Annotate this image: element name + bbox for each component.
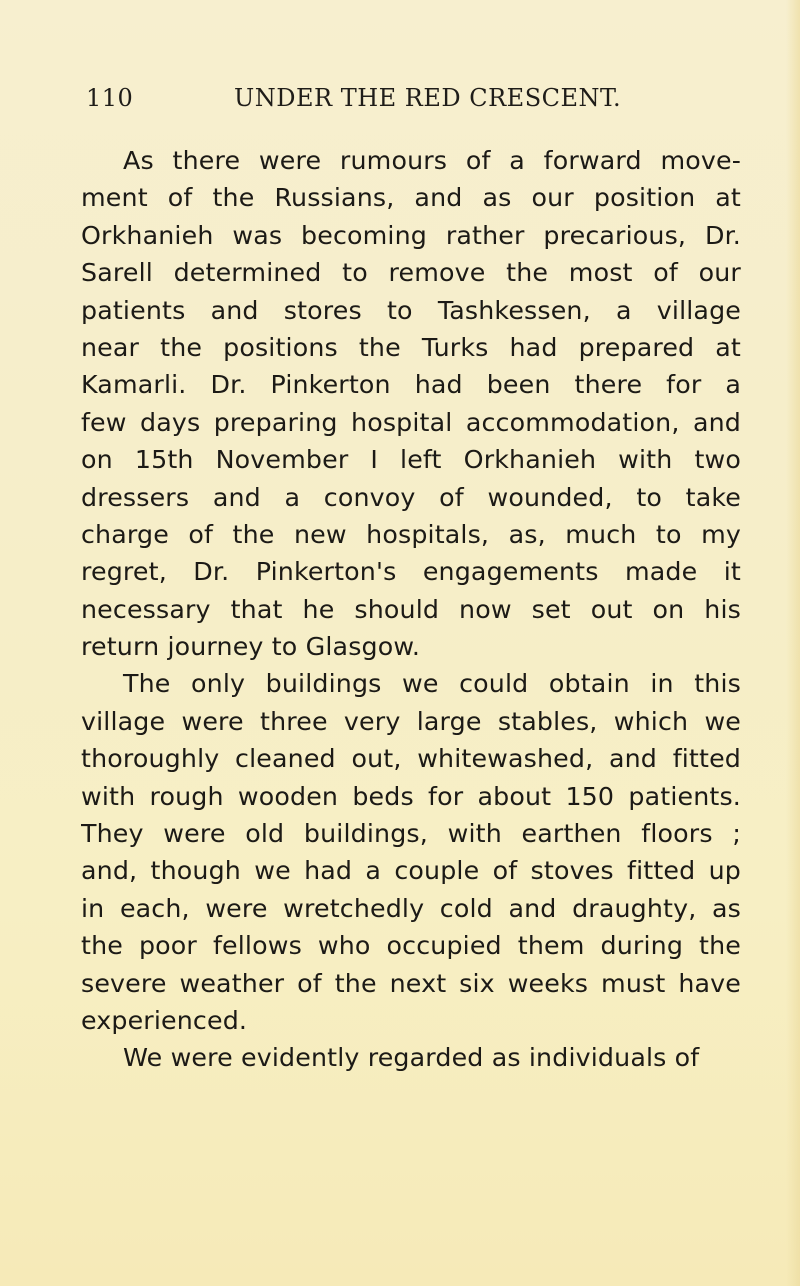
text-line: Kamarli. Dr. Pinkerton had been there for a [81, 370, 741, 400]
text-line: As there were rumours of a forward move- [123, 146, 741, 175]
running-title: UNDER THE RED CRESCENT. [234, 84, 622, 112]
text-line: charge of the new hospitals, as, much to my [81, 519, 741, 549]
text-line: The only buildings we could obtain in this [123, 669, 741, 699]
text-line: on 15th November I left Orkhanieh with two [81, 445, 741, 475]
text-line: dressers and a convoy of wounded, to take [81, 482, 741, 512]
text-line: Sarell determined to remove the most of our [81, 258, 741, 288]
text-line: They were old buildings, with earthen floors ; [81, 819, 741, 849]
text-line: near the positions the Turks had prepared at [81, 332, 741, 362]
text-line: experienced. [81, 1005, 248, 1035]
text-line: and, though we had a couple of stoves fitted up [81, 856, 741, 886]
text-line: the poor fellows who occupied them during the [81, 931, 741, 961]
text-line: with rough wooden beds for about 150 patients. [81, 781, 741, 811]
text-line: Orkhanieh was becoming rather precarious, Dr. [81, 220, 741, 250]
text-line: regret, Dr. Pinkerton's engagements made it [81, 557, 741, 587]
text-line: patients and stores to Tashkessen, a village [81, 295, 741, 325]
text-line: village were three very large stables, which we [81, 706, 741, 736]
text-line: ment of the Russians, and as our position at [81, 183, 741, 213]
body-text [81, 142, 741, 1077]
text-line: few days preparing hospital accommodation, and [81, 407, 741, 437]
text-line: return journey to Glasgow. [81, 632, 421, 662]
text-line: thoroughly cleaned out, whitewashed, and fitted [81, 744, 741, 774]
text-line: in each, were wretchedly cold and draughty, as [81, 893, 741, 923]
text-line: severe weather of the next six weeks must have [81, 968, 741, 998]
page-edge-shading [786, 0, 800, 1286]
text-line: necessary that he should now set out on his [81, 594, 741, 624]
page-number: 110 [86, 84, 134, 112]
running-head [86, 78, 726, 118]
text-line: We were evidently regarded as individuals of [123, 1043, 700, 1073]
